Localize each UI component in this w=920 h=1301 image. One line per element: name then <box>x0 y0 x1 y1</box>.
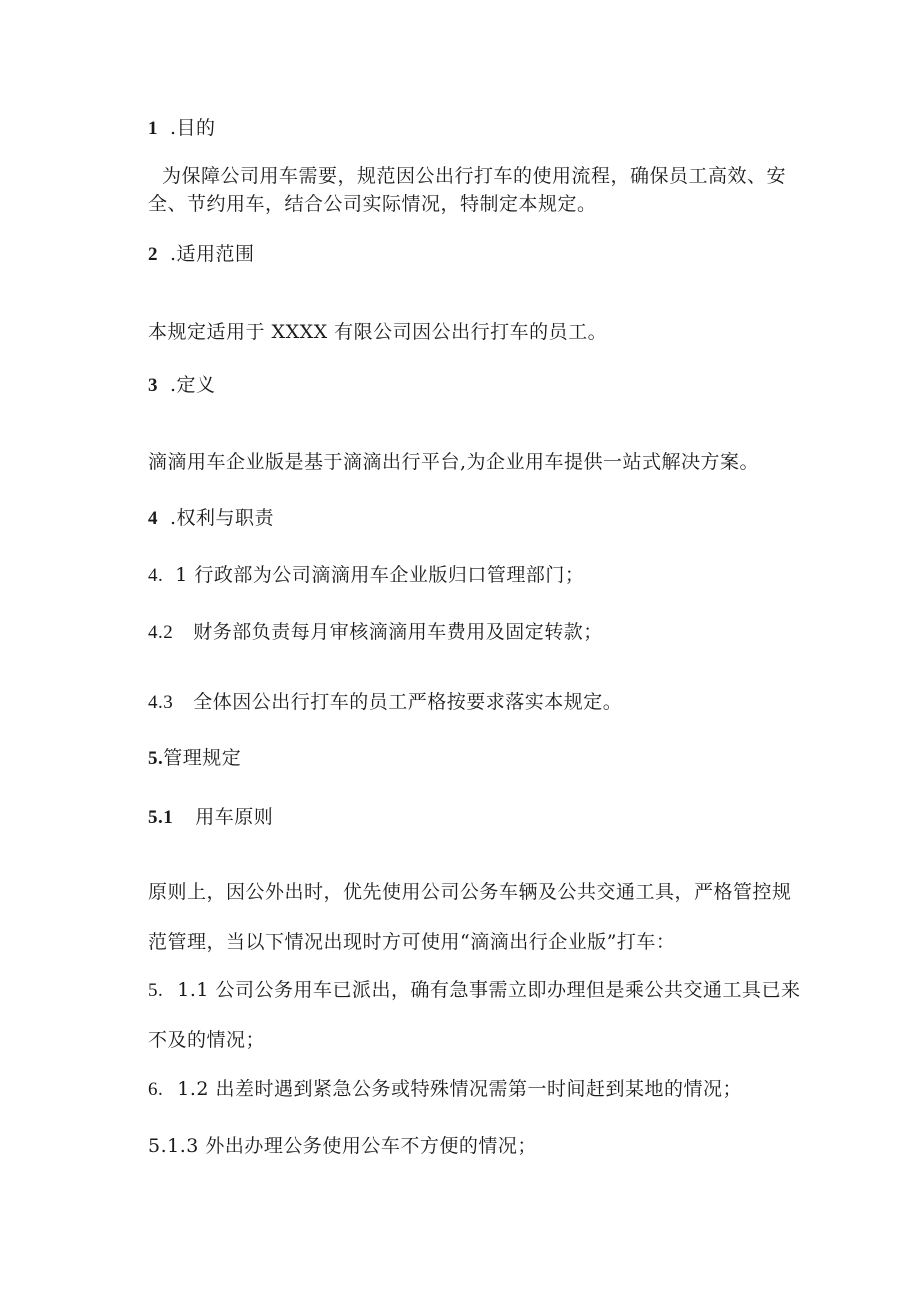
list-item-5-1-2-number: 6. <box>148 1079 164 1100</box>
heading-1-number: 1 <box>148 118 158 139</box>
paragraph-5-1-line-1: 原则上，因公外出时，优先使用公司公务车辆及公共交通工具，严格管控规 <box>148 881 792 903</box>
heading-5 <box>148 746 241 771</box>
list-item-4-3 <box>148 690 622 715</box>
heading-3-title: .定义 <box>170 374 216 396</box>
heading-5-title: 管理规定 <box>163 747 242 769</box>
paragraph-3: 滴滴用车企业版是基于滴滴出行平台,为企业用车提供一站式解决方案。 <box>148 451 760 473</box>
heading-4-number: 4 <box>148 508 158 529</box>
heading-2-title: .适用范围 <box>170 243 255 265</box>
paragraph-5-1-line-2: 范管理，当以下情况出现时方可使用“滴滴出行企业版”打车： <box>148 931 676 953</box>
paragraph-1-line-2: 全、节约用车，结合公司实际情况，特制定本规定。 <box>148 193 597 215</box>
heading-4 <box>148 506 274 531</box>
heading-2 <box>148 242 255 267</box>
heading-5-number: 5. <box>148 748 164 769</box>
list-item-5-1-2-text: 1.2 出差时遇到紧急公务或特殊情况需第一时间赶到某地的情况； <box>177 1078 743 1100</box>
list-item-4-3-text: 全体因公出行打车的员工严格按要求落实本规定。 <box>193 691 623 713</box>
list-item-5-1-1-text: 1.1 公司公务用车已派出，确有急事需立即办理但是乘公共交通工具已来 <box>177 979 801 1001</box>
list-item-5-1-1-line-1 <box>148 978 801 1003</box>
heading-4-title: .权利与职责 <box>170 507 275 529</box>
list-item-4-2 <box>148 620 603 645</box>
list-item-4-1-number: 4. <box>148 565 164 586</box>
list-item-5-1-3: 5.1.3 外出办理公务使用公车不方便的情况； <box>148 1135 537 1157</box>
list-item-5-1-2 <box>148 1077 742 1102</box>
heading-5-1-number: 5.1 <box>148 807 174 828</box>
heading-5-1 <box>148 805 273 830</box>
paragraph-2: 本规定适用于 XXXX 有限公司因公出行打车的员工。 <box>148 321 608 343</box>
list-item-4-2-text: 财务部负责每月审核滴滴用车费用及固定转款； <box>193 621 603 643</box>
heading-2-number: 2 <box>148 244 158 265</box>
list-item-4-1 <box>148 563 584 588</box>
list-item-4-2-number: 4.2 <box>148 622 174 643</box>
paragraph-1-line-1: 为保障公司用车需要，规范因公出行打车的使用流程，确保员工高效、安 <box>162 165 787 187</box>
heading-5-1-title: 用车原则 <box>195 806 274 828</box>
heading-1-title: .目的 <box>170 117 216 139</box>
heading-3-number: 3 <box>148 375 158 396</box>
list-item-5-1-1-number: 5. <box>148 980 164 1001</box>
heading-3 <box>148 373 216 398</box>
list-item-5-1-1-line-2: 不及的情况； <box>148 1029 266 1051</box>
list-item-4-3-number: 4.3 <box>148 692 174 713</box>
heading-1 <box>148 116 216 141</box>
list-item-4-1-text: 1 行政部为公司滴滴用车企业版归口管理部门； <box>175 564 585 586</box>
